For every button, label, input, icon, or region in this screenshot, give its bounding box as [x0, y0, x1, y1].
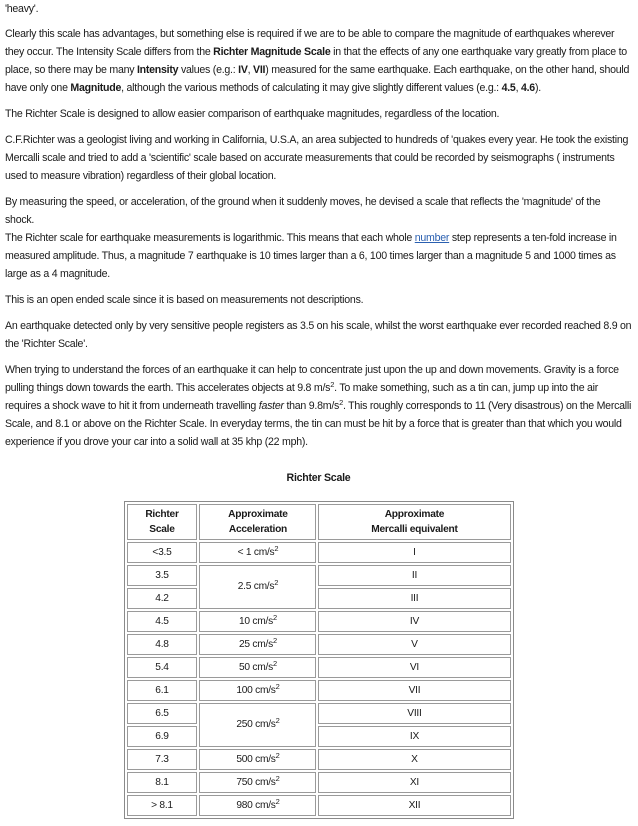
intensity-vs-magnitude-paragraph: Clearly this scale has advantages, but something else is required if we are to be able to compare the magnitude of earthquakes wherever they occur. The Intensity Scale differs from the Richter Magnitude Scale in that the effects of any one earthquake vary greatly from place to place, so there may be many Intensity values (e.g.: IV, VII) measured for the same earthquake. Each earthquake, on the other hand, should have only one Magnitude, although the various methods of calculating it may give slightly different values (e.g.: 4.5, 4.6). — [5, 28, 630, 94]
table-row: 6.5 250 $cm/s^2$ VIII — [127, 703, 511, 724]
table-row: 6.9 IX — [127, 726, 511, 747]
logarithmic-scale-paragraph: By measuring the speed, or acceleration, of the ground when it suddenly moves, he devised a scale that reflects the 'magnitude' of the shock. The Richter scale for earthquake measurements is logarithmic. This means that each whole number step represents a ten-fold increase in measured amplitude. Thus, a magnitude 7 earthquake is 10 times larger than a 6, 100 times larger than a magnitude 5 and 1000 times as large as a 4 magnitude. — [5, 196, 617, 280]
table-header-row — [127, 504, 511, 540]
richter-purpose-paragraph: The Richter Scale is designed to allow easier comparison of earthquake magnitudes, regardless of the location. — [5, 108, 500, 120]
fragment-text: 'heavy'. — [5, 3, 39, 15]
table-row: 6.1 100 $cm/s^2$ VII — [127, 680, 511, 701]
number-link[interactable]: number — [414, 232, 450, 244]
table-row: 3.5 2.5 $cm/s^2$ II — [127, 565, 511, 586]
table-row: 5.4 50 $cm/s^2$ VI — [127, 657, 511, 678]
table-row: 4.8 25 $cm/s^2$ V — [127, 634, 511, 655]
table-row: > 8.1 980 $cm/s^2$ XII — [127, 795, 511, 816]
detection-paragraph: An earthquake detected only by very sensitive people registers as 3.5 on his scale, whilst the worst earthquake ever recorded reached 8.9 on the 'Richter Scale'. — [5, 320, 632, 350]
table-row: 4.2 III — [127, 588, 511, 609]
header-mercalli: Approximate Mercalli equivalent — [318, 504, 510, 540]
table-row: 8.1 750 $cm/s^2$ XI — [127, 772, 511, 793]
table-row: 4.5 10 $cm/s^2$ IV — [127, 611, 511, 632]
table-caption: Richter Scale — [286, 472, 351, 484]
table-row: <3.5 < 1 $cm/s^2$ I — [127, 542, 511, 563]
richter-scale-table — [124, 501, 514, 819]
magnitude-term: Magnitude — [70, 82, 122, 94]
richter-history-paragraph: C.F.Richter was a geologist living and working in California, U.S.A, an area subjected to hundreds of 'quakes every year. He took the existing Mercalli scale and tried to add a 'scientific' scale based on accurate measurements that could be recorded by seismographs ( instruments used to measure vibration) regardless of their global location. — [5, 134, 629, 182]
header-acceleration: Approximate Acceleration — [199, 504, 316, 540]
intensity-term: Intensity — [136, 64, 179, 76]
gravity-paragraph: When trying to understand the forces of an earthquake it can help to concentrate just upon the up and down movements. Gravity is a force pulling things down towards the earth. This accelerates objects at 9.8 $m/s^2$. To make something, such as a tin can, jump up into the air requires a shock wave to hit it from underneath travelling faster than $9.8m/s^2$. This roughly corresponds to 11 (Very disastrous) on the Mercalli Scale, and 8.1 or above on the Richter Scale. In everyday terms, the tin can must be hit by a force that is greater than that which you would experience if you drove your car into a solid wall at 35 khp (22 mph). — [5, 364, 632, 448]
open-ended-paragraph: This is an open ended scale since it is based on measurements not descriptions. — [5, 294, 364, 306]
table-row: 7.3 500 $cm/s^2$ X — [127, 749, 511, 770]
header-richter-scale: Richter Scale — [127, 504, 198, 540]
richter-magnitude-scale-term: Richter Magnitude Scale — [213, 46, 331, 58]
